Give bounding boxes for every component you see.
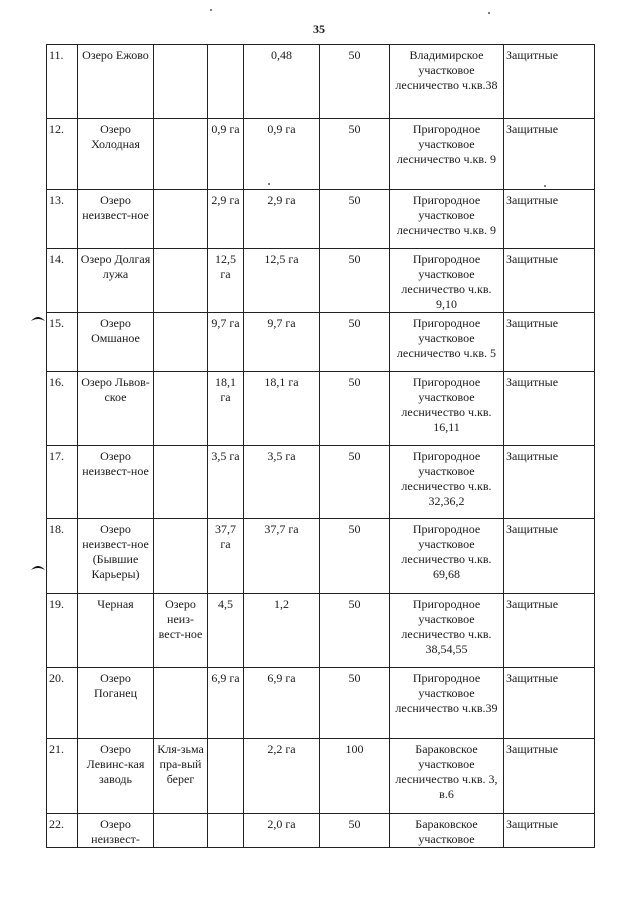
area-ha-cell [208, 739, 244, 814]
forestry-location-cell: Пригородное участковое лесничество ч.кв. 16,11 [390, 372, 504, 446]
water-body-name: Озеро неизвест-ное [78, 190, 154, 249]
table-row [47, 594, 595, 668]
protection-zone-cell: 50 [320, 372, 390, 446]
area-ha-cell [208, 45, 244, 119]
protection-zone-cell: 50 [320, 446, 390, 519]
forest-category-cell: Защитные [504, 119, 595, 190]
river-cell [154, 313, 208, 372]
area-cell: 6,9 га [244, 668, 320, 739]
table-row [47, 814, 595, 848]
area-cell: 2,2 га [244, 739, 320, 814]
area-ha-cell: 3,5 га [208, 446, 244, 519]
water-body-name: Озеро неизвест- [78, 814, 154, 848]
table-row [47, 372, 595, 446]
forestry-location-cell: Бараковское участковое [390, 814, 504, 848]
area-cell: 2,0 га [244, 814, 320, 848]
row-number: 16. [47, 372, 78, 446]
forest-category-cell: Защитные [504, 190, 595, 249]
protection-zone-cell: 50 [320, 45, 390, 119]
forest-category-cell: Защитные [504, 446, 595, 519]
forest-category-cell: Защитные [504, 249, 595, 313]
protection-zone-cell: 50 [320, 249, 390, 313]
area-ha-cell: 6,9 га [208, 668, 244, 739]
page-number: 35 [313, 22, 325, 36]
area-cell: 9,7 га [244, 313, 320, 372]
table-row [47, 119, 595, 190]
row-number: 17. [47, 446, 78, 519]
water-body-name: Озеро неизвест-ное (Бывшие Карьеры) [78, 519, 154, 594]
table-row [47, 519, 595, 594]
forest-category-cell: Защитные [504, 313, 595, 372]
river-cell [154, 668, 208, 739]
protection-zone-cell: 50 [320, 519, 390, 594]
area-ha-cell: 12,5 га [208, 249, 244, 313]
forestry-location-cell: Пригородное участковое лесничество ч.кв. 38,54,55 [390, 594, 504, 668]
table-row [47, 45, 595, 119]
water-body-name: Озеро Левинс-кая заводь [78, 739, 154, 814]
row-number: 22. [47, 814, 78, 848]
forest-category-cell: Защитные [504, 668, 595, 739]
table-row [47, 249, 595, 313]
table-row [47, 190, 595, 249]
area-cell: 0,9 га [244, 119, 320, 190]
margin-hole-mark-icon [30, 563, 46, 571]
river-cell [154, 446, 208, 519]
water-body-name: Озеро Ежово [78, 45, 154, 119]
protection-zone-cell: 50 [320, 594, 390, 668]
water-body-name: Озеро неизвест-ное [78, 446, 154, 519]
water-body-name: Озеро Холодная [78, 119, 154, 190]
forestry-location-cell: Владимирское участковое лесничество ч.кв.38 [390, 45, 504, 119]
protection-zone-cell: 100 [320, 739, 390, 814]
forest-category-cell: Защитные [504, 519, 595, 594]
scan-speck [210, 9, 212, 11]
area-ha-cell: 4,5 [208, 594, 244, 668]
row-number: 14. [47, 249, 78, 313]
forestry-location-cell: Пригородное участковое лесничество ч.кв. 32,36,2 [390, 446, 504, 519]
river-cell [154, 519, 208, 594]
row-number: 15. [47, 313, 78, 372]
area-cell: 0,48 [244, 45, 320, 119]
table-row [47, 313, 595, 372]
area-cell: 18,1 га [244, 372, 320, 446]
river-cell: Озеро неиз-вест-ное [154, 594, 208, 668]
forestry-location-cell: Пригородное участковое лесничество ч.кв. 9 [390, 190, 504, 249]
row-number: 12. [47, 119, 78, 190]
forest-category-cell: Защитные [504, 814, 595, 848]
row-number: 21. [47, 739, 78, 814]
row-number: 18. [47, 519, 78, 594]
area-ha-cell: 2,9 га [208, 190, 244, 249]
forestry-location-cell: Пригородное участковое лесничество ч.кв. 9,10 [390, 249, 504, 313]
row-number: 19. [47, 594, 78, 668]
water-body-name: Озеро Поганец [78, 668, 154, 739]
forest-category-cell: Защитные [504, 594, 595, 668]
forestry-location-cell: Пригородное участковое лесничество ч.кв. 69,68 [390, 519, 504, 594]
forest-category-cell: Защитные [504, 45, 595, 119]
area-cell: 2,9 га [244, 190, 320, 249]
water-bodies-table [46, 44, 595, 848]
table-row [47, 446, 595, 519]
forestry-location-cell: Пригородное участковое лесничество ч.кв. 9 [390, 119, 504, 190]
area-cell: 12,5 га [244, 249, 320, 313]
water-body-name: Озеро Омшаное [78, 313, 154, 372]
forestry-location-cell: Пригородное участковое лесничество ч.кв. 5 [390, 313, 504, 372]
table-row [47, 739, 595, 814]
protection-zone-cell: 50 [320, 190, 390, 249]
area-ha-cell: 18,1 га [208, 372, 244, 446]
area-ha-cell: 9,7 га [208, 313, 244, 372]
area-ha-cell [208, 814, 244, 848]
margin-hole-mark-icon [30, 314, 46, 322]
water-body-name: Озеро Долгая лужа [78, 249, 154, 313]
row-number: 20. [47, 668, 78, 739]
river-cell: Кля-зьма пра-вый берег [154, 739, 208, 814]
river-cell [154, 372, 208, 446]
row-number: 11. [47, 45, 78, 119]
water-body-name: Черная [78, 594, 154, 668]
row-number: 13. [47, 190, 78, 249]
protection-zone-cell: 50 [320, 814, 390, 848]
forest-category-cell: Защитные [504, 739, 595, 814]
forestry-location-cell: Бараковское участковое лесничество ч.кв. 3, в.6 [390, 739, 504, 814]
water-body-name: Озеро Львов-ское [78, 372, 154, 446]
area-ha-cell: 0,9 га [208, 119, 244, 190]
area-cell: 37,7 га [244, 519, 320, 594]
protection-zone-cell: 50 [320, 313, 390, 372]
protection-zone-cell: 50 [320, 119, 390, 190]
protection-zone-cell: 50 [320, 668, 390, 739]
river-cell [154, 249, 208, 313]
area-cell: 3,5 га [244, 446, 320, 519]
forest-category-cell: Защитные [504, 372, 595, 446]
area-cell: 1,2 [244, 594, 320, 668]
river-cell [154, 45, 208, 119]
river-cell [154, 814, 208, 848]
river-cell [154, 190, 208, 249]
forestry-location-cell: Пригородное участковое лесничество ч.кв.39 [390, 668, 504, 739]
scan-speck [488, 12, 490, 14]
table-row [47, 668, 595, 739]
area-ha-cell: 37,7 га [208, 519, 244, 594]
river-cell [154, 119, 208, 190]
